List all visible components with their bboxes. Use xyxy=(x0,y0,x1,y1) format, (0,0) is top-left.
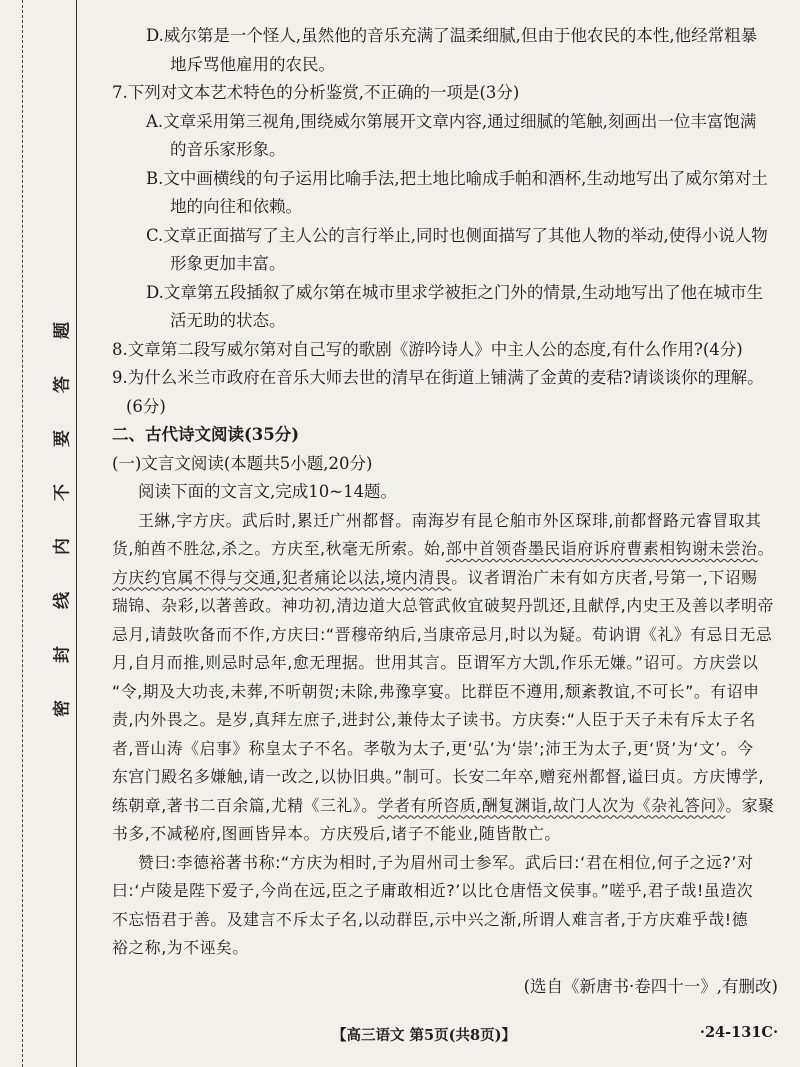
exam-code: ·24-131C· xyxy=(699,1024,778,1041)
seal-word: 要 xyxy=(52,430,73,447)
passage-line: 瑞锦、杂彩,以著善政。神功初,清边道大总管武攸宜破契丹凯还,且献俘,内史王及善以孝明帝 xyxy=(112,596,774,615)
passage-line: 者,晋山涛《启事》称皇太子不名。孝敬为太子,更‘弘’为‘崇’;沛王为太子,更‘贤’为‘文’。今 xyxy=(112,738,754,758)
margin-solid-line xyxy=(76,0,77,1067)
passage-line: 书多,不减秘府,图画皆异本。方庆殁后,诸子不能业,随皆散亡。 xyxy=(112,824,561,843)
passage-line xyxy=(112,564,784,593)
wavy-underlined-text: 学者有所咨质,酬复渊诣,故门人次为《杂礼答问》 xyxy=(377,795,726,815)
section-heading: 二、古代诗文阅读(35分) xyxy=(112,425,300,444)
passage-line xyxy=(112,535,784,564)
page-footer xyxy=(112,1024,784,1048)
q7-option-c-cont: 形象更加丰富。 xyxy=(170,254,286,273)
margin-dashed-line xyxy=(22,0,23,1067)
passage-text: 。 xyxy=(757,539,774,558)
q7-option-b: B.文中画横线的句子运用比喻手法,把土地比喻成手帕和酒杯,生动地写出了威尔第对土 xyxy=(146,168,768,188)
page-number: 【高三语文 第5页(共8页)】 xyxy=(332,1027,516,1044)
q9-stem: 9.为什么米兰市政府在音乐大师去世的清早在街道上铺满了金黄的麦秸?请谈谈你的理解。 xyxy=(112,368,764,387)
q7-option-d-cont: 活无助的状态。 xyxy=(170,311,286,330)
passage-line: 曰:‘卢陵是陛下爱子,今尚在远,臣之子庸敢相近?’以比仓唐悟文侯事。”嗟乎,君子哉!虽造次 xyxy=(112,881,754,900)
passage-text: 练朝章,著书二百余篇,尤精《三礼》。 xyxy=(112,795,378,815)
q6-option-d-cont: 地斥骂他雇用的农民。 xyxy=(170,54,335,74)
seal-word: 题 xyxy=(52,322,73,339)
passage-line: 东宫门殿名多嫌触,请一改之,以协旧典。”制可。长安二年卒,赠兖州都督,谥曰贞。方庆博学, xyxy=(112,767,765,786)
reading-instruction: 阅读下面的文言文,完成10~14题。 xyxy=(138,482,398,501)
wavy-underlined-text: 部中首领沓墨民诣府诉府曹素相钩谢未尝治 xyxy=(446,539,758,558)
passage-text: 。议者谓治广未有如方庆者,号第一,下诏赐 xyxy=(451,567,758,587)
subsection-heading: (一)文言文阅读(本题共5小题,20分) xyxy=(112,453,373,473)
source-citation: (选自《新唐书·卷四十一》,有删改) xyxy=(523,976,778,996)
page-content xyxy=(112,22,784,1001)
seal-word: 封 xyxy=(52,646,73,663)
passage-line: “令,期及大功丧,未葬,不听朝贺;未除,弗豫享宴。比群臣不遵用,颓紊教谊,不可长”。有诏申 xyxy=(112,681,760,701)
wavy-underlined-text: 方庆约官属不得与交通,犯者痛论以法,境内清畏 xyxy=(112,567,452,587)
q7-stem: 7.下列对文本艺术特色的分析鉴赏,不正确的一项是(3分) xyxy=(112,83,520,102)
q6-option-d: D.威尔第是一个怪人,虽然他的音乐充满了温柔细腻,但由于他农民的本性,他经常粗暴 xyxy=(146,26,758,45)
passage-line: 责,内外畏之。是岁,真拜左庶子,进封公,兼侍太子读书。方庆奏:“人臣于天子未有斥太子名 xyxy=(112,710,756,729)
q7-option-a-cont: 的音乐家形象。 xyxy=(170,140,286,159)
q9-stem-cont: (6分) xyxy=(126,396,166,416)
binding-margin xyxy=(0,0,80,1067)
passage-line: 月,自月而推,则忌时忌年,愈无理据。世用其言。臣谓军方大凯,作乐无嫌。”诏可。方庆尝以 xyxy=(112,653,759,672)
classical-passage xyxy=(112,507,784,963)
seal-word: 答 xyxy=(52,376,73,393)
seal-word: 密 xyxy=(52,700,73,717)
q7-option-d: D.文章第五段插叙了威尔第在城市里求学被拒之门外的情景,生动地写出了他在城市生 xyxy=(146,282,764,302)
seal-word: 线 xyxy=(52,592,73,609)
passage-line: 忌月,请鼓吹备而不作,方庆曰:“晋穆帝纳后,当康帝忌月,时以为疑。荀讷谓《礼》有忌日无忌 xyxy=(112,624,773,644)
passage-text: 。家聚 xyxy=(725,795,775,815)
passage-line: 王綝,字方庆。武后时,累迁广州都督。南海岁有昆仑舶市外区琛琲,前都督路元睿冒取其 xyxy=(138,510,762,530)
q7-option-b-cont: 地的向往和依赖。 xyxy=(170,197,302,216)
passage-line xyxy=(112,792,784,821)
q7-option-a: A.文章采用第三视角,围绕威尔第展开文章内容,通过细腻的笔触,刻画出一位丰富饱满 xyxy=(146,111,757,131)
passage-text: 货,舶酋不胜忿,杀之。方庆至,秋毫无所索。始, xyxy=(112,539,447,558)
q7-option-c: C.文章正面描写了主人公的言行举止,同时也侧面描写了其他人物的举动,使得小说人物 xyxy=(146,225,768,245)
passage-line: 不忘悟君于善。及建言不斥太子名,以动群臣,示中兴之渐,所谓人难言者,于方庆难乎哉!德 xyxy=(112,909,749,929)
seal-word: 内 xyxy=(52,538,73,555)
q8-stem: 8.文章第二段写威尔第对自己写的歌剧《游吟诗人》中主人公的态度,有什么作用?(4分) xyxy=(112,339,743,359)
passage-line: 赞曰:李德裕著书称:“方庆为相时,子为眉州司士参军。武后曰:‘君在相位,何子之远?’对 xyxy=(138,852,754,872)
passage-line: 裕之称,为不诬矣。 xyxy=(112,938,249,957)
seal-word: 不 xyxy=(52,484,73,501)
